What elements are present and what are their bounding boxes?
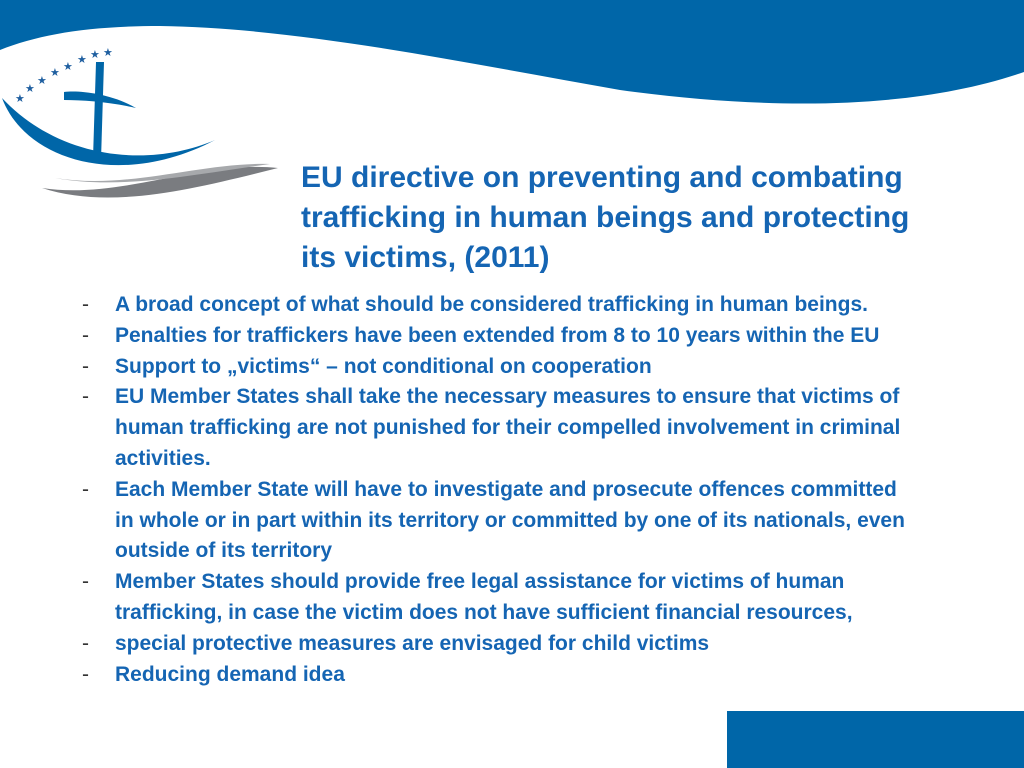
svg-text:★: ★ xyxy=(37,74,47,87)
bullet-text: Penalties for traffickers have been extended from 8 to 10 years within the EU xyxy=(115,323,880,347)
svg-text:★: ★ xyxy=(77,53,87,66)
bullet-list xyxy=(82,290,912,690)
bullet-text: Member States should provide free legal assistance for victims of human trafficking, in case the victim does not have sufficient financial resources, xyxy=(115,570,853,624)
list-item xyxy=(82,567,912,629)
list-item xyxy=(82,660,912,691)
svg-text:★: ★ xyxy=(90,48,100,61)
list-item xyxy=(82,352,912,383)
list-item xyxy=(82,629,912,660)
bullet-dash: - xyxy=(82,662,89,686)
bullet-dash: - xyxy=(82,570,89,594)
bullet-dash: - xyxy=(82,323,89,347)
svg-text:★: ★ xyxy=(103,46,113,59)
svg-text:★: ★ xyxy=(15,92,25,105)
bullet-text: special protective measures are envisaged for child victims xyxy=(115,631,710,655)
bullet-dash: - xyxy=(82,631,89,655)
list-item xyxy=(82,382,912,474)
svg-text:★: ★ xyxy=(25,82,35,95)
bullet-text: Reducing demand idea xyxy=(115,662,345,686)
list-item xyxy=(82,290,912,321)
cross-ship-stars-icon xyxy=(0,40,290,215)
list-item xyxy=(82,321,912,352)
bullet-text: Support to „victims“ – not conditional on cooperation xyxy=(115,354,652,378)
bullet-dash: - xyxy=(82,477,89,501)
footer-accent-block xyxy=(727,711,1024,768)
list-item xyxy=(82,475,912,567)
bullet-text: Each Member State will have to investigate and prosecute offences committed in whole or in part within its territory or committed by one of its nationals, even outside of its territory xyxy=(115,477,905,563)
bullet-dash: - xyxy=(82,354,89,378)
svg-text:★: ★ xyxy=(50,66,60,79)
bullet-text: A broad concept of what should be considered trafficking in human beings. xyxy=(115,293,868,316)
slide-title: EU directive on preventing and combating trafficking in human beings and protecting its victims, (2011) xyxy=(301,161,910,274)
bullet-dash: - xyxy=(82,385,89,409)
bullet-text: EU Member States shall take the necessary measures to ensure that victims of human trafficking are not punished for their compelled involvement in criminal activities. xyxy=(115,385,901,470)
bullet-dash: - xyxy=(82,293,89,316)
svg-text:★: ★ xyxy=(63,60,73,73)
